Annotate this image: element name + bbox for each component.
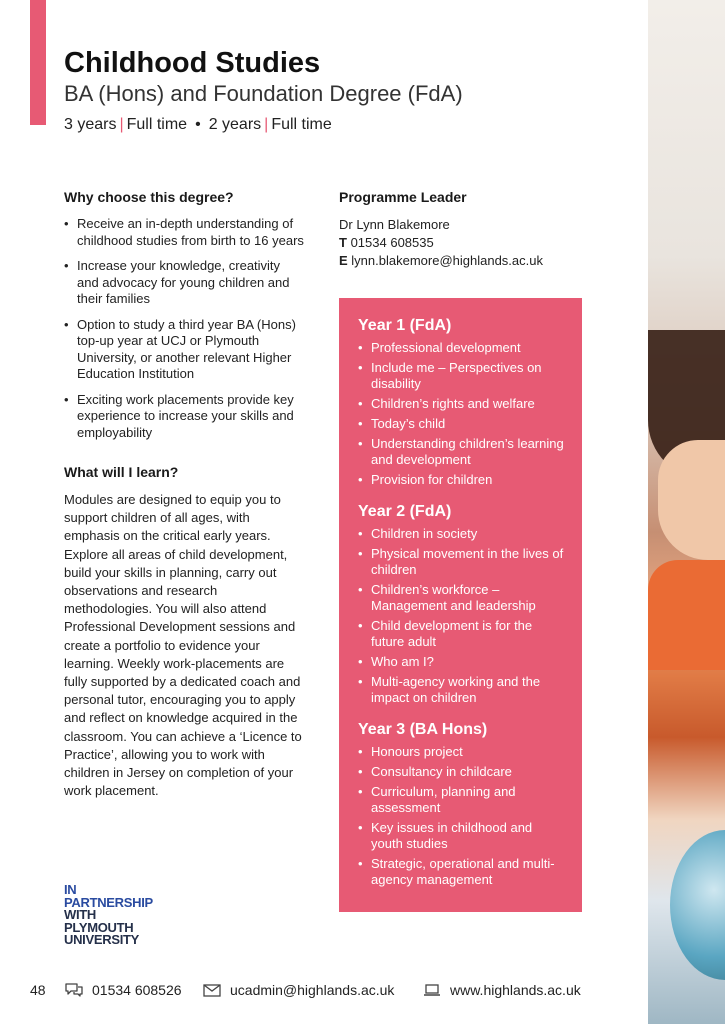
module-item: • Consultancy in childcare — [358, 764, 566, 780]
plymouth-university-logo: IN PARTNERSHIP WITH PLYMOUTH UNIVERSITY — [64, 882, 153, 947]
page-subtitle: BA (Hons) and Foundation Degree (FdA) — [64, 81, 463, 106]
module-item: • Multi-agency working and the impact on children — [358, 674, 566, 706]
year-2-block — [358, 502, 566, 706]
why-bullet: • Exciting work placements provide key experience to increase your skills and employability — [64, 392, 304, 442]
child-photo — [648, 0, 725, 1024]
accent-bar — [30, 0, 46, 125]
mode-2: Full time — [271, 116, 332, 133]
module-item: • Children’s workforce – Management and leadership — [358, 582, 566, 614]
year-3-block — [358, 720, 566, 888]
leader-email-link[interactable]: lynn.blakemore@highlands.ac.uk — [351, 253, 543, 268]
year-heading: Year 2 (FdA) — [358, 503, 452, 520]
module-item: • Understanding children’s learning and development — [358, 436, 566, 468]
separator: | — [119, 116, 124, 133]
chat-phone-icon — [64, 982, 84, 998]
leader-heading: Programme Leader — [339, 189, 467, 205]
module-item: • Child development is for the future adult — [358, 618, 566, 650]
bullet-separator: • — [195, 116, 201, 133]
separator: | — [264, 116, 269, 133]
module-item: • Include me – Perspectives on disability — [358, 360, 566, 392]
globe-image — [670, 830, 725, 980]
programme-leader — [339, 188, 589, 270]
why-bullet: • Receive an in-depth understanding of childhood studies from birth to 16 years — [64, 216, 304, 249]
learn-heading: What will I learn? — [64, 464, 179, 480]
page-footer — [30, 980, 690, 1000]
why-heading: Why choose this degree? — [64, 189, 234, 205]
laptop-icon — [422, 982, 442, 998]
leader-email: E lynn.blakemore@highlands.ac.uk — [339, 253, 543, 268]
modules-box — [339, 298, 582, 912]
page-title: Childhood Studies — [64, 47, 321, 79]
module-item: • Who am I? — [358, 654, 566, 670]
module-list — [358, 744, 566, 888]
why-bullet: • Option to study a third year BA (Hons) top-up year at UCJ or Plymouth University, or another relevant Higher Education Institution — [64, 317, 304, 383]
year-heading: Year 1 (FdA) — [358, 317, 452, 334]
learn-text: Modules are designed to equip you to support children of all ages, with emphasis on the critical early years. Explore all areas of child development, build your skills in planning, carry out observations and research methodologies. You will also attend Professional Development sessions and create a portfolio to evidence your learning. Weekly work-placements are fully supported by a dedicated coach and personal tutor, encouraging you to apply and reflect on knowledge acquired in the classroom. You can achieve a ‘Licence to Practice’, allowing you to work with children in Jersey on completion of your work placement. — [64, 492, 302, 799]
envelope-icon — [202, 982, 222, 998]
year-heading: Year 3 (BA Hons) — [358, 721, 488, 738]
module-item: • Children in society — [358, 526, 566, 542]
module-item: • Strategic, operational and multi-agency management — [358, 856, 566, 888]
module-item: • Today’s child — [358, 416, 566, 432]
page-number: 48 — [30, 982, 46, 998]
why-bullet: • Increase your knowledge, creativity and advocacy for young children and their families — [64, 258, 304, 308]
module-item: • Provision for children — [358, 472, 566, 488]
left-column — [64, 188, 304, 800]
module-item: • Honours project — [358, 744, 566, 760]
footer-phone[interactable]: 01534 608526 — [64, 980, 182, 1000]
mode-1: Full time — [126, 116, 188, 133]
footer-website[interactable]: www.highlands.ac.uk — [422, 980, 581, 1000]
module-list — [358, 526, 566, 706]
why-list — [64, 216, 304, 441]
module-item: • Key issues in childhood and youth studies — [358, 820, 566, 852]
leader-name: Dr Lynn Blakemore — [339, 217, 450, 232]
course-durations — [64, 114, 644, 136]
module-item: • Children’s rights and welfare — [358, 396, 566, 412]
duration-2: 2 years — [208, 116, 262, 133]
leader-phone: T 01534 608535 — [339, 235, 434, 250]
year-1-block — [358, 316, 566, 488]
module-list — [358, 340, 566, 488]
page-header — [64, 46, 644, 136]
module-item: • Curriculum, planning and assessment — [358, 784, 566, 816]
footer-email[interactable]: ucadmin@highlands.ac.uk — [202, 980, 394, 1000]
module-item: • Physical movement in the lives of children — [358, 546, 566, 578]
module-item: • Professional development — [358, 340, 566, 356]
duration-1: 3 years — [64, 116, 117, 133]
